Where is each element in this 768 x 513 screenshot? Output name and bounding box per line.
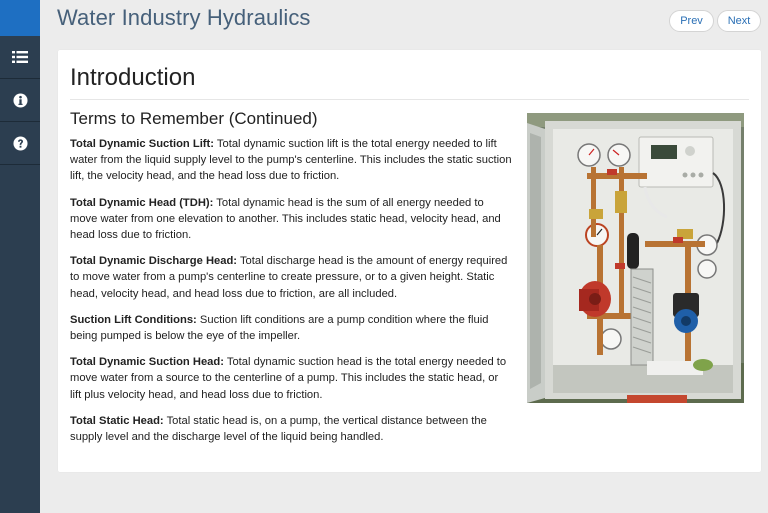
sidebar-item-help[interactable] — [0, 122, 40, 165]
content-card — [58, 50, 761, 472]
term-definition: Total dynamic suction lift is the total energy needed to lift water from the liquid supply level to the pump's centerline. This includes the static suction lift, the velocity head, and the head loss due to friction. — [70, 138, 512, 183]
term-name: Total Dynamic Suction Lift: — [70, 138, 214, 150]
list-icon — [12, 50, 28, 64]
section-title: Terms to Remember (Continued) — [70, 109, 318, 128]
title-divider — [70, 99, 749, 100]
term-item — [70, 413, 512, 445]
terms-list — [70, 136, 512, 455]
term-definition: Suction lift conditions are a pump condition where the fluid being pumped is below the eye of the impeller. — [70, 313, 489, 343]
pump-cabinet-photo — [527, 113, 744, 403]
page-title: Introduction — [70, 64, 196, 91]
info-icon — [13, 93, 28, 108]
term-definition: Total dynamic suction head is the total energy needed to move water from a source to the centerline of a pump. This includes the static head, or lift plus velocity head, and head loss due to friction. — [70, 356, 507, 401]
term-definition: Total dynamic head is the sum of all energy needed to move water from one elevation to another. This includes static head, velocity head, and head loss due to friction. — [70, 196, 501, 242]
term-item — [70, 253, 512, 302]
prev-button[interactable]: Prev — [669, 10, 714, 32]
sidebar — [0, 0, 40, 513]
term-definition: Total discharge head is the amount of energy required to move water from a pump's centerline to create pressure, or to a given height. Static head, velocity head, and head loss due to friction, are all included. — [70, 255, 508, 300]
term-item — [70, 136, 512, 185]
term-name: Total Static Head: — [70, 414, 164, 427]
term-name: Total Dynamic Suction Head: — [70, 356, 224, 369]
sidebar-accent — [0, 0, 40, 36]
term-definition: Total static head is, on a pump, the vertical distance between the supply level and the discharge level of the liquid being handled. — [70, 414, 487, 444]
term-item — [70, 354, 512, 403]
app-title: Water Industry Hydraulics — [57, 5, 311, 30]
sidebar-item-contents[interactable] — [0, 36, 40, 79]
term-name: Total Dynamic Head (TDH): — [70, 196, 214, 209]
sidebar-item-info[interactable] — [0, 79, 40, 122]
term-name: Total Dynamic Discharge Head: — [70, 255, 238, 268]
term-item — [70, 195, 512, 244]
term-name: Suction Lift Conditions: — [70, 313, 197, 326]
next-button[interactable]: Next — [717, 10, 761, 32]
help-icon — [13, 136, 28, 151]
term-item — [70, 312, 512, 344]
